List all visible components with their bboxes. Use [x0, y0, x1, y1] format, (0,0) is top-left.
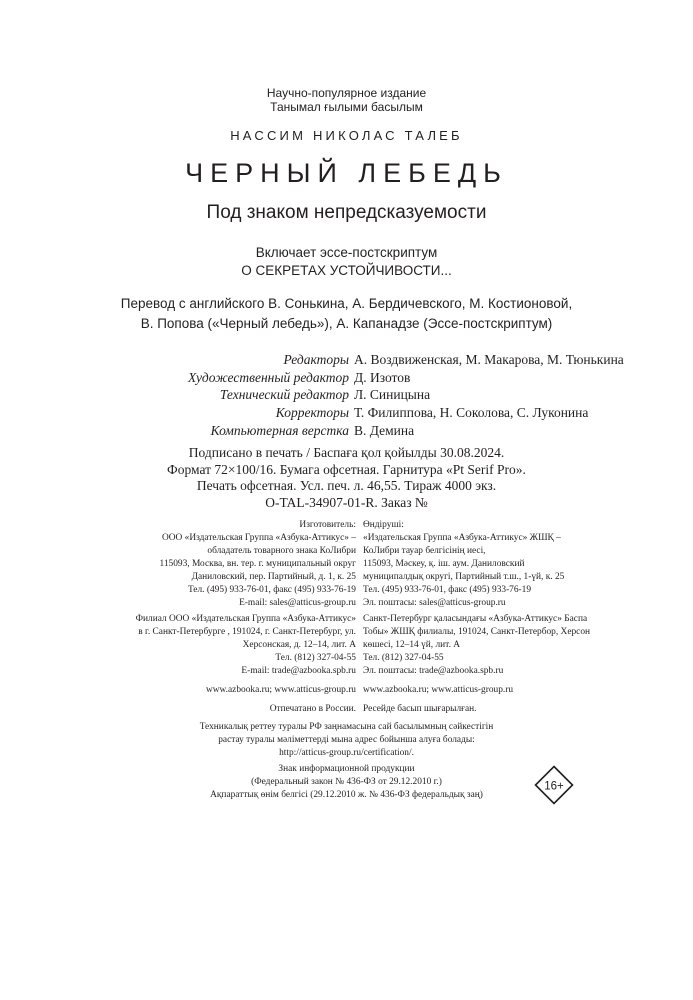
translation-credits	[0, 294, 693, 334]
printed-in-ru: Отпечатано в России.	[269, 704, 356, 714]
info-mark-line: Знак информационной продукции	[278, 764, 415, 774]
certification-line: растау туралы мәліметтерді мына адрес бойынша алуға болады:	[218, 735, 475, 745]
manufacturer-kz-line: муниципалдық округі, Партийный т.ш., 1-үй, к. 25	[363, 572, 565, 582]
editorial-credits	[0, 351, 693, 440]
credit-names: Т. Филиппова, Н. Соколова, С. Луконина	[354, 405, 589, 421]
certification-url[interactable]: http://atticus-group.ru/certification/.	[279, 748, 414, 758]
credit-names: А. Воздвиженская, М. Макарова, М. Тюнькина	[354, 352, 624, 367]
manufacturer-kz-line: Өндіруші:	[363, 520, 404, 530]
manufacturer-kz-line: 115093, Мәскеу, қ. іш. аум. Даниловский	[363, 559, 525, 569]
print-info-line: Подписано в печать / Баспаға қол қойылды 30.08.2024.	[188, 445, 505, 460]
manufacturer-ru-line: ООО «Издательская Группа «Азбука-Аттикус» –	[161, 533, 356, 543]
includes-line-2: О СЕКРЕТАХ УСТОЙЧИВОСТИ...	[241, 263, 452, 278]
manufacturer-ru-line: E-mail: sales@atticus-group.ru	[239, 598, 356, 608]
certification-note	[0, 721, 693, 760]
print-info	[0, 445, 693, 511]
manufacturer-kz-line: КоЛибри тауар белгісінің иесі,	[363, 546, 486, 556]
branch-kz-line: Эл. поштасы: trade@azbooka.spb.ru	[363, 666, 504, 676]
credit-role: Технический редактор	[219, 387, 349, 403]
certification-line: Техникалық реттеу туралы РФ заңнамасына сай басылымның сәйкестігін	[199, 722, 494, 732]
info-mark-line: Ақпараттық өнім белгісі (29.12.2010 ж. № 436-ФЗ федеральдық заң)	[210, 790, 483, 800]
credit-role: Компьютерная верстка	[210, 422, 349, 438]
credit-row	[0, 422, 693, 440]
credit-names: Л. Синицына	[354, 387, 431, 403]
translation-line-2: В. Попова («Черный лебедь»), А. Капанадзе (Эссе-постскриптум)	[140, 316, 553, 331]
branch-kz-line: Тел. (812) 327-04-55	[363, 653, 444, 663]
credit-role: Художественный редактор	[188, 369, 349, 385]
branch-ru-line: Херсонская, д. 12–14, лит. А	[242, 640, 356, 650]
credit-row	[0, 404, 693, 422]
edition-type-ru: Научно-популярное издание	[266, 86, 427, 100]
includes-note	[0, 244, 693, 280]
manufacturer-ru-line: Даниловский, пер. Партийный, д. 1, к. 25	[191, 572, 356, 582]
print-info-line: O-TAL-34907-01-R. Заказ №	[265, 494, 428, 510]
branch-ru-line: E-mail: trade@azbooka.spb.ru	[241, 666, 356, 676]
manufacturer-ru-line: 115093, Москва, вн. тер. г. муниципальный округ	[159, 559, 356, 569]
websites-kz[interactable]: www.azbooka.ru; www.atticus-group.ru	[363, 685, 514, 695]
credit-row	[0, 386, 693, 404]
info-production-mark	[0, 763, 693, 802]
manufacturer-ru	[120, 519, 356, 610]
credit-role: Редакторы	[283, 352, 349, 367]
age-rating-label: 16+	[544, 780, 564, 793]
manufacturer-kz-line: Эл. поштасы: sales@atticus-group.ru	[363, 598, 506, 608]
credit-names: Д. Изотов	[354, 369, 411, 385]
branch-kz-line: көшесі, 12–14 үй, лит. А	[363, 640, 461, 650]
manufacturer-kz-line: Тел. (495) 933-76-01, факс (495) 933-76-19	[363, 585, 532, 595]
print-info-line: Печать офсетная. Усл. печ. л. 46,55. Тираж 4000 экз.	[196, 478, 497, 493]
manufacturer-ru-line: Изготовитель:	[299, 520, 356, 530]
branch-ru-line: Тел. (812) 327-04-55	[275, 653, 356, 663]
credit-role: Корректоры	[275, 405, 349, 421]
age-rating-badge	[534, 765, 574, 805]
printed-in-kz: Ресейде басып шығарылған.	[363, 704, 477, 714]
branch-kz-line: Тобы» ЖШҚ филиалы, 191024, Санкт-Петербор, Херсон	[363, 627, 591, 637]
author-name: НАССИМ НИКОЛАС ТАЛЕБ	[230, 128, 463, 143]
credit-names: В. Демина	[354, 422, 415, 438]
branch-kz-line: Санкт-Петербург қаласындағы «Азбука-Аттикус» Баспа	[363, 614, 588, 624]
includes-line-1: Включает эссе-постскриптум	[255, 245, 438, 260]
book-title: ЧЕРНЫЙ ЛЕБЕДЬ	[185, 158, 508, 188]
manufacturer-kz-line: «Издательская Группа «Азбука-Аттикус» ЖШҚ –	[363, 533, 561, 543]
info-mark-line: (Федеральный закон № 436-ФЗ от 29.12.2010 г.)	[251, 777, 442, 787]
manufacturer-kz	[363, 519, 633, 610]
edition-type	[0, 86, 693, 114]
edition-type-kz: Танымал ғылыми басылым	[270, 100, 423, 114]
manufacturer-ru-line: обладатель товарного знака КоЛибри	[207, 546, 356, 556]
branch-ru-line: в г. Санкт-Петербурге , 191024, г. Санкт-Петербург, ул.	[138, 627, 356, 637]
print-info-line: Формат 72×100/16. Бумага офсетная. Гарнитура «Pt Serif Pro».	[167, 461, 526, 477]
book-subtitle: Под знаком непредсказуемости	[206, 202, 487, 223]
manufacturer-ru-line: Тел. (495) 933-76-01, факс (495) 933-76-19	[187, 585, 356, 595]
branch-ru-line: Филиал ООО «Издательская Группа «Азбука-Аттикус»	[135, 614, 356, 624]
websites-ru[interactable]: www.azbooka.ru; www.atticus-group.ru	[205, 685, 356, 695]
branch-ru	[120, 613, 356, 678]
branch-kz	[363, 613, 633, 678]
credit-row	[0, 351, 693, 369]
credit-row	[0, 369, 693, 387]
translation-line-1: Перевод с английского В. Сонькина, А. Бердичевского, М. Костионовой,	[120, 296, 573, 311]
